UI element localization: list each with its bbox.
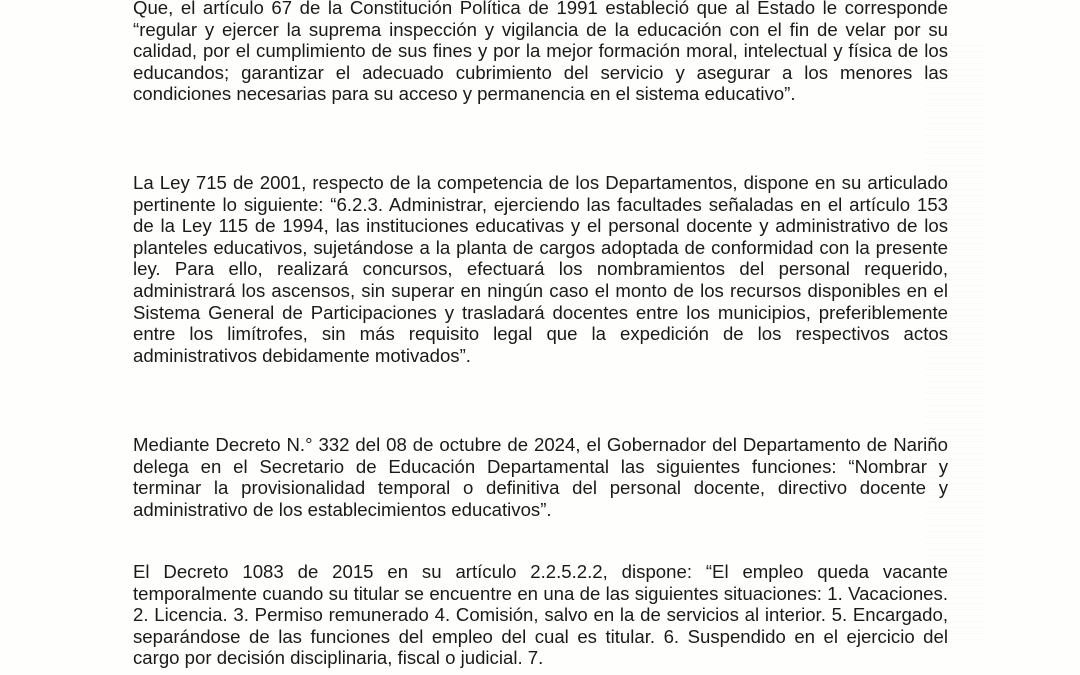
paragraph-constitucion: Que, el artículo 67 de la Constitución Política de 1991 estableció que al Estado le corresponde “regular y ejercer la suprema inspección y vigilancia de la educación con el fin de velar por su calidad, por el cumplimiento de sus fines y por la mejor formación moral, intelectual y física de los educandos; garantizar el adecuado cubrimiento del servicio y asegurar a los menores las condiciones necesarias para su acceso y permanencia en el sistema educativo”. bbox=[133, 0, 948, 105]
paragraph-decreto-1083: El Decreto 1083 de 2015 en su artículo 2.2.5.2.2, dispone: “El empleo queda vacante temporalmente cuando su titular se encuentre en una de las siguientes situaciones: 1. Vacaciones. 2. Licencia. 3. Permiso remunerado 4. Comisión, salvo en la de servicios al interior. 5. Encargado, separándose de las funciones del empleo del cual es titular. 6. Suspendido en el ejercicio del cargo por decisión disciplinaria, fiscal o judicial. 7. bbox=[133, 561, 948, 669]
paragraph-decreto-332: Mediante Decreto N.° 332 del 08 de octubre de 2024, el Gobernador del Departamento de Nariño delega en el Secretario de Educación Departamental las siguientes funciones: “Nombrar y terminar la provisionalidad temporal o definitiva del personal docente, directivo docente y administrativo de los establecimientos educativos”. bbox=[133, 434, 948, 520]
paragraph-ley-715: La Ley 715 de 2001, respecto de la competencia de los Departamentos, dispone en su articulado pertinente lo siguiente: “6.2.3. Administrar, ejerciendo las facultades señaladas en el artículo 153 de la Ley 115 de 1994, las instituciones educativas y el personal docente y administrativo de los planteles educativos, sujetándose a la planta de cargos adoptada de conformidad con la presente ley. Para ello, realizará concursos, efectuará los nombramientos del personal requerido, administrará los ascensos, sin superar en ningún caso el monto de los recursos disponibles en el Sistema General de Participaciones y trasladará docentes entre los municipios, preferiblemente entre los limítrofes, sin más requisito legal que la expedición de los respectivos actos administrativos debidamente motivados”. bbox=[133, 172, 948, 366]
